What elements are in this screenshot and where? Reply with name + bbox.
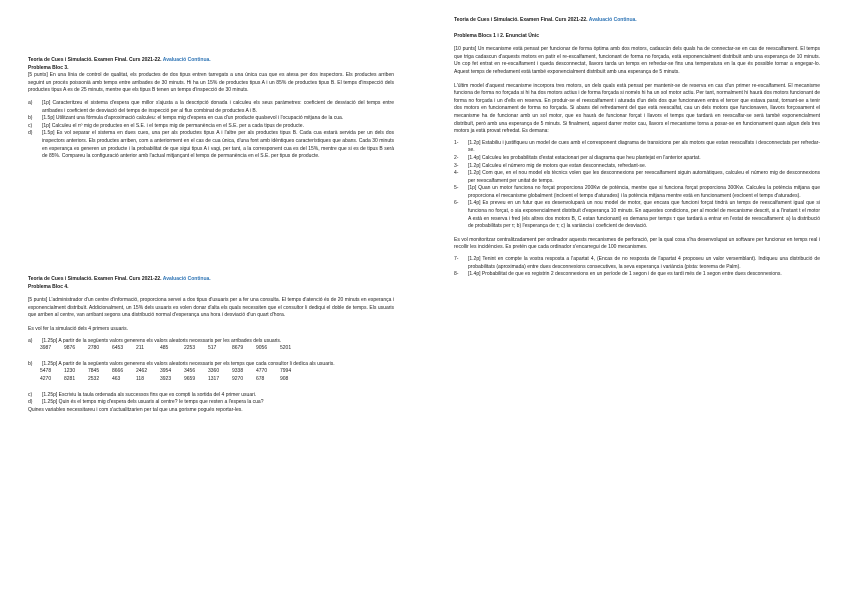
random-number: 2462 (136, 368, 148, 375)
item-text: [1.2p] Estabiliu i justifiqueu un model de cues amb el corresponent diagrama de transicions per als motors que estan reescalfats i desconnectats per refredar-se. (468, 139, 820, 154)
question-3 (454, 163, 820, 171)
item-text: [1.4p] Es preveu en un futur que es desenvoluparà un nou model de motor, que encara que funcioni forçat tindrà un temps de reescalfament igual que si funciona no forçat, o sia exponencialment distribuït d'esperança 10 minuts. En aquestes condicions, per al model de mecanisme descrit, si a l'instant t el motor A està en reserva i fred (els altres dos motors B, C estan funcionant) es demana per temps τ que tardarà a entrar en l'estat de reescalfament: a) la distribució de probabilitats per τ; b) l'esperança de τ; c) la variància i coeficient de desviació. (468, 200, 820, 230)
random-number: 9659 (184, 375, 196, 382)
bloc3-item-b (28, 115, 394, 123)
bloc3-item-c (28, 123, 394, 131)
random-number: 6453 (112, 345, 124, 352)
random-number: 485 (160, 345, 169, 352)
item-text: [1.25p] Quin és el temps mig d'espera dels usuaris al centre? Ie temps que resten a l'espera la cua? (42, 399, 264, 406)
bloc4-intro: [5 punts] L'administrador d'un centre d'informació, proporciona servei a dos tipus d'usuaris per a fer una consulta. El temps d'atenció és de 20 minuts en esperança i exponencialment distribuït. Addicionalment, un 15% dels usuaris es volen donar d'alta els quals necessiten que el consultor li dediqui el doble de temps. Els usuaris que arriben al centre, van arribant segons una distribució normal d'esperança una hora i desviació d'un quart d'hora. (28, 297, 394, 319)
item-text: [1.25p] A partir de la següents valors generens els valors aleatoris necessaris per les arribades dels usuaris. (42, 337, 282, 344)
item-text: [1p] Calculeu el nº mig de productes en el S.E. i el temps mig de permanència en el S.E. per a cada tipus de producte. (42, 122, 304, 129)
blocs12-title-accent: Avaluació Continua. (588, 17, 637, 23)
question-7 (454, 256, 820, 271)
random-number: 9338 (232, 368, 244, 375)
item-text: [1.4p] Probabilitat de que es registrin 2 desconnexions en un període de 1 segon i de que es tardi més de 1 segon entre dues desconnexions. (468, 271, 782, 278)
bloc4-goal: Es vol fer la simulació dels 4 primers usuaris. (28, 325, 129, 332)
item-text: [1.2p] Com que, en el nou model els tècnics volen que les desconnexions per reescalfament siguin automàtiques, calculeu el número mig de desconnexions per reescalfament per unitat de temps. (468, 170, 820, 184)
random-number: 8281 (64, 375, 76, 382)
random-number: 5201 (280, 345, 292, 352)
random-number: 908 (280, 375, 289, 382)
right-column (454, 17, 820, 279)
item-text: [1.2p] Tenint en compte la vostra resposta a l'apartat 4, (Encas de no resposta de l'apartat 4 proposeu un valor versemblant). Indiqueu una distribució de probabilitats (aproximada) entre dues desconnexions consecutives, la seva esperança i variància (pista: teorema de Palm). (468, 256, 820, 270)
bloc3-title (28, 57, 394, 65)
random-number: 3987 (40, 345, 52, 352)
random-number: 3923 (160, 375, 172, 382)
item-mark: 4- (454, 170, 459, 177)
random-number: 2532 (88, 375, 100, 382)
item-mark: 1- (454, 139, 459, 146)
blocs12-title (454, 17, 820, 25)
question-1 (454, 140, 820, 155)
random-number: 9270 (232, 375, 244, 382)
item-mark: b) (28, 115, 33, 122)
bloc4-subtitle: Problema Bloc 4. (28, 283, 69, 290)
bloc4-item-d (28, 399, 394, 407)
item-mark: b) (28, 360, 33, 367)
bloc4-item-b (28, 361, 394, 369)
item-text: [1.25p] Escriviu la taula ordenada als successos fins que es compti la sortida del 4 primer usuari. (42, 391, 257, 398)
random-number: 3456 (184, 368, 196, 375)
bloc3-title-text: Teoria de Cues i Simulació. Examen Final. Curs 2021-22. (28, 57, 162, 63)
item-mark: 2- (454, 154, 459, 161)
item-text: [1p] Quan un motor funciona no forçat proporciona 200Kw de potència, mentre que si funciona forçat proporciona 300Kw. Calculeu la potència mitjana que proporciona el mecanisme globalment (incloent el temps d'aturades) i la potència mitjana mentre està en funcionament (excloent el temps d'aturades). (468, 185, 820, 199)
item-mark: c) (28, 122, 33, 129)
random-number: 118 (136, 375, 144, 382)
bloc3-subtitle: Problema Bloc 3. (28, 64, 69, 71)
random-number: 9056 (256, 345, 268, 352)
bloc3-title-accent: Avaluació Continua. (162, 57, 211, 63)
random-number: 517 (208, 345, 217, 352)
item-mark: d) (28, 399, 33, 406)
item-mark: a) (28, 99, 33, 106)
blocs12-paragraph-2: L'últim model d'aquest mecanisme incorpora tres motors, un dels quals està pensat per mantenir-se de reserva en cas d'un primer re-escalfament. El mecanisme funciona de forma no forçada si hi ha dos motors actius i de forma forçada si només hi ha un sol motor actiu. Per tant, normalment hi haurà dos motors funcionant de forma no forçada i un d'ells en reserva. En produir-se el reescalfament i aturada d'un dels dos que funcionaven entra el tercer que estava parat, tornant-se a tenir dos motors en funcionament de forma no forçada. Si abans del refredament del que està reescalfat, cau un dels motors que funcionaven, llavors forçosament el mecanisme ha de funcionar amb un sol motor, que es haurà de funcionar forçat i llavors el temps que tardarà en reescalfar-se serà també exponencialment distribuït, però amb una esperança de 5 minuts. Si finalment, aquest darrer motor cau, llavors el mecanisme torna a posar-se en funcionament quan algun dels tres motors ja està provat refredat. Es demana: (454, 82, 820, 135)
question-2 (454, 155, 820, 163)
item-text: [1.4p] Calculeu les probabilitats d'estat estacionari per al diagrama que heu plantejat en l'anterior apartat. (468, 154, 701, 161)
item-mark: a) (28, 337, 33, 344)
random-number: 211 (136, 345, 144, 352)
random-number: 1317 (208, 375, 220, 382)
item-text: [1.2p] Calculeu el número mig de motors que estan desconnectats, refredant-se. (468, 162, 647, 169)
item-mark: 5- (454, 185, 459, 192)
random-numbers-b1 (40, 368, 394, 376)
blocs12-paragraph-3: Es vol monitoritzar centralitzadament per ordinador aquests mecanismes de perforació, per la qual cosa s'ha desenvolupat un software per funcionar en temps real i recollir les incidències. Es pretén que cada ordinador s'encarregui de 100 mecanismes. (454, 236, 820, 251)
left-column-bloc4 (28, 276, 394, 414)
random-number: 3954 (160, 368, 172, 375)
random-number: 9876 (64, 345, 76, 352)
random-number: 463 (112, 375, 121, 382)
bloc4-title-accent: Avaluació Continua. (162, 276, 211, 282)
random-number: 1230 (64, 368, 76, 375)
bloc4-item-a (28, 338, 394, 346)
item-mark: 7- (454, 256, 459, 263)
random-numbers-a (40, 345, 394, 353)
random-number: 4770 (256, 368, 268, 375)
item-text: [1p] Caracteritzeu el sistema d'espera que millor s'ajusta a la descripció donada i calculeu els seus paràmetres: coeficient de desviació del temps entre arribades i coeficient de desviació del temps de inspecció per al flux combinat de productes A i B. (42, 99, 394, 114)
left-column (28, 57, 394, 161)
random-number: 2253 (184, 345, 196, 352)
random-number: 3360 (208, 368, 220, 375)
bloc4-closing: Quines variables necessitareu i com s'actualitzarien per tal que una gorisme pogués reportar-les. (28, 406, 243, 413)
item-mark: c) (28, 391, 33, 398)
item-mark: 8- (454, 271, 459, 278)
random-number: 5478 (40, 368, 52, 375)
blocs12-subtitle: Problema Blocs 1 i 2. Enunciat Únic (454, 32, 540, 39)
random-number: 8679 (232, 345, 244, 352)
question-6 (454, 200, 820, 230)
blocs12-title-text: Teoria de Cues i Simulació. Examen Final. Curs 2021-22. (454, 17, 588, 23)
item-mark: d) (28, 130, 33, 137)
item-text: [1.5p] Es vol separar el sistema en dues cues, una per als productes tipus A i l'altre per als productes tipus B. Cada cua estarà servida per un dels dos inspectors anteriors. Els productes arriben, com a anteriorment en el cas de cua única, d'una font amb idèntiques característiques que abans. Cada 30 minuts en esperança es generen un producte i la probabilitat de que sigui tipus A i vagi, per tant, a la corresponent cua es del 15%, mentre que si es de tipus B serà de 85%. Compareu la configuració anterior amb l'actual mitjançant el temps de permanència en el S.E. per tipus de producte. (42, 130, 394, 160)
random-number: 2780 (88, 345, 100, 352)
random-number: 8666 (112, 368, 124, 375)
bloc4-title-text: Teoria de Cues i Simulació. Examen Final. Curs 2021-22. (28, 276, 162, 282)
bloc4-title (28, 276, 394, 284)
random-numbers-b2 (40, 376, 394, 384)
random-number: 7994 (280, 368, 292, 375)
bloc3-item-d (28, 130, 394, 160)
item-text: [1.5p] Utilitzant una fórmula d'aproximació calculeu: el temps mig d'espera en cua d'un producte qualsevol i l'ocupació mitjana de la cua. (42, 115, 344, 122)
random-number: 678 (256, 375, 265, 382)
random-number: 4270 (40, 375, 52, 382)
random-number: 7845 (88, 368, 100, 375)
question-8 (454, 271, 820, 279)
bloc4-item-c (28, 392, 394, 400)
item-text: [1.25p] A partir de la següents valors generens els valors aleatoris necessaris per els temps que cada consultor li dedica als usuaris. (42, 360, 335, 367)
blocs12-intro: [10 punts] Un mecanisme està pensat per funcionar de forma òptima amb dos motors, cadascún dels quals ha de connectar-se en cas de reescalfament. El temps que triga cadascun d'aquests motors en patir el re-escalfament, funcionant de forma no forçada, està exponencialment distribuït amb una esperança de 10 minuts. Un cop fet entrat en re-escalfament i queda desconnectat, llavors tarda un temps en refredar-se fins una temperatura en la que és possible tornar a engegar-lo. Aquest temps de refredament està també exponencialment distribuït amb una esperança de 5 minuts. (454, 46, 820, 75)
item-mark: 3- (454, 162, 459, 169)
item-mark: 6- (454, 200, 459, 207)
question-4 (454, 170, 820, 185)
bloc3-intro: [5 punts] En una línia de control de qualitat, els productes de dos tipus entren tarregats a una única cua que es atesa per dos inspectors. Els productes arriben seguint un procés poissonià amb temps entre arribades de 30 minuts. Hi ha un 15% de productes tipus A i un 85% de productes tipus B. El temps d'inspecció dels productes tipus A es de 25 minuts, mentre que els tipus B tenen un temps d'inspecció de 30 minuts. (28, 72, 394, 94)
question-5 (454, 185, 820, 200)
bloc3-item-a (28, 100, 394, 115)
